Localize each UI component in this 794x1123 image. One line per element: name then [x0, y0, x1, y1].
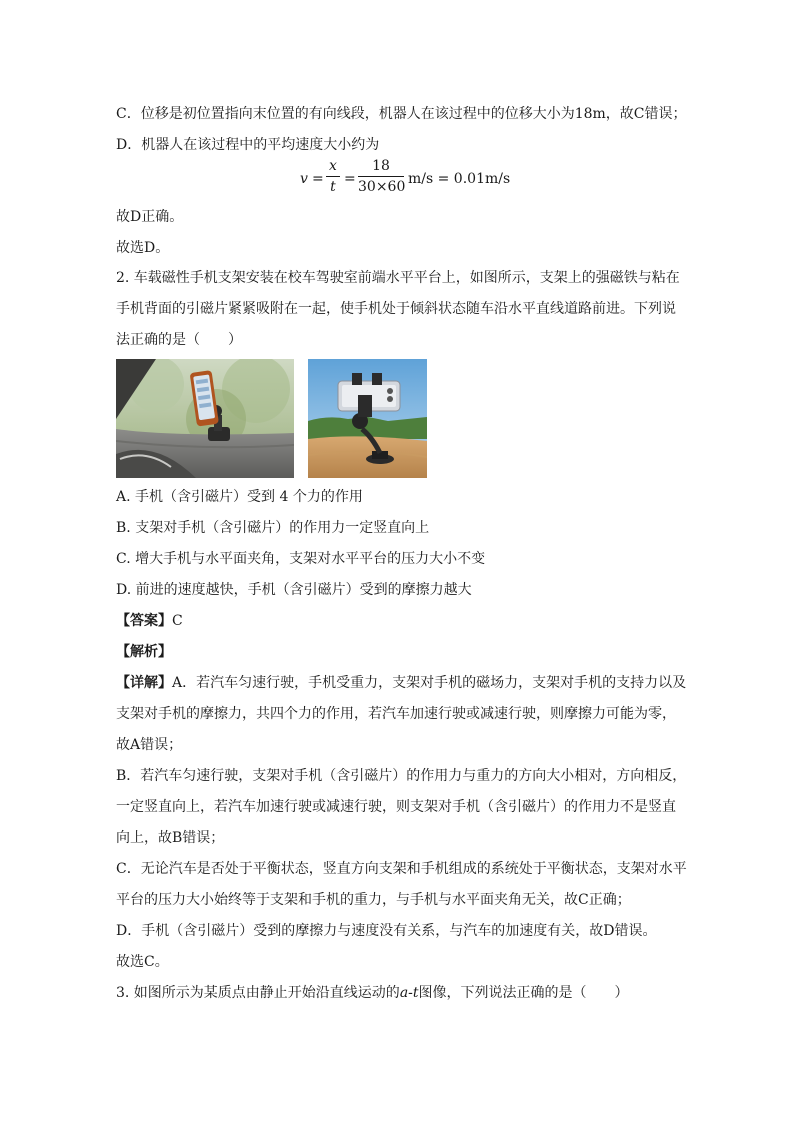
- explanation-line: B．若汽车匀速行驶，支架对手机（含引磁片）的作用力与重力的方向大小相对，方向相反，: [116, 768, 687, 784]
- car-phone-mount-photo: [116, 359, 294, 478]
- explanation-line: 向上，故B错误；: [116, 830, 225, 846]
- formula-result: m/s = 0.01m/s: [408, 171, 511, 187]
- formula-equals: =: [344, 171, 356, 187]
- fraction-18-over-1800: [358, 157, 404, 196]
- explanation-line: 支架对手机的摩擦力，共四个力的作用，若汽车加速行驶或减速行驶，则摩擦力可能为零，: [116, 706, 676, 722]
- text-line: D．机器人在该过程中的平均速度大小约为: [116, 137, 380, 153]
- option-a: A. 手机（含引磁片）受到 4 个力的作用: [116, 489, 363, 505]
- question-3-variable: a-t: [399, 985, 419, 1001]
- explanation-line: 故A错误；: [116, 737, 183, 753]
- option-b: B. 支架对手机（含引磁片）的作用力一定竖直向上: [116, 520, 430, 536]
- explanation-line: 平台的压力大小始终等于支架和手机的重力，与手机与水平面夹角无关，故C正确；: [116, 892, 631, 908]
- text-line: 故D正确。: [116, 209, 184, 225]
- explanation-line: 一定竖直向上，若汽车加速行驶或减速行驶，则支架对手机（含引磁片）的作用力不是竖直: [116, 799, 676, 815]
- velocity-formula: [300, 156, 540, 206]
- formula-v: v: [300, 171, 308, 187]
- explanation-line: 故选C。: [116, 954, 169, 970]
- formula-equals: =: [312, 171, 324, 187]
- question-3-line: [116, 983, 629, 1003]
- option-d: D. 前进的速度越快，手机（含引磁片）受到的摩擦力越大: [116, 582, 472, 598]
- question-2-line: 手机背面的引磁片紧紧吸附在一起，使手机处于倾斜状态随车沿水平直线道路前进。下列说: [116, 301, 676, 317]
- answer-tag: 【答案】: [116, 613, 172, 629]
- analysis-tag: 【解析】: [116, 644, 172, 660]
- fraction-numerator: 18: [372, 158, 390, 174]
- explanation-line: D．手机（含引磁片）受到的摩擦力与速度没有关系，与汽车的加速度有关，故D错误。: [116, 923, 657, 939]
- answer-line: [116, 611, 183, 631]
- detail-tag: 【详解】: [116, 675, 172, 691]
- explanation-line: C．无论汽车是否处于平衡状态，竖直方向支架和手机组成的系统处于平衡状态，支架对水平: [116, 861, 687, 877]
- fraction-numerator: x: [329, 158, 337, 174]
- fraction-denominator: 30×60: [358, 179, 406, 195]
- question-3-text: 3. 如图所示为某质点由静止开始沿直线运动的: [116, 985, 400, 1001]
- fraction-x-over-t: [326, 157, 340, 196]
- question-2-line: 法正确的是（ ）: [116, 332, 242, 348]
- text-line: C．位移是初位置指向末位置的有向线段，机器人在该过程中的位移大小为18m，故C错误；: [116, 106, 687, 122]
- answer-value: C: [172, 613, 183, 629]
- option-c: C. 增大手机与水平面夹角，支架对水平平台的压力大小不变: [116, 551, 486, 567]
- dashboard-mount-photo: [308, 359, 427, 478]
- fraction-denominator: t: [330, 179, 336, 195]
- text-line: 故选D。: [116, 240, 170, 256]
- explanation-text: A．若汽车匀速行驶，手机受重力，支架对手机的磁场力，支架对手机的支持力以及: [172, 675, 687, 691]
- explanation-line: [116, 673, 686, 693]
- question-2-line: 2. 车载磁性手机支架安装在校车驾驶室前端水平平台上，如图所示，支架上的强磁铁与粘在: [116, 270, 680, 286]
- question-3-text: 图像，下列说法正确的是（ ）: [418, 985, 629, 1001]
